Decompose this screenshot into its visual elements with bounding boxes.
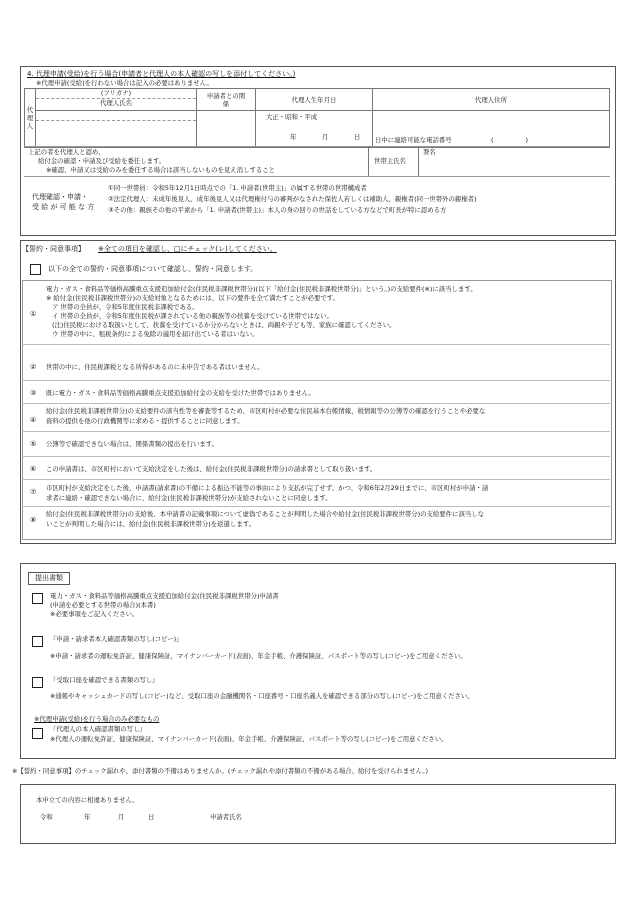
item-5-text: 公簿等で確認できない場合は、関係書類の提出を行います。 — [46, 440, 219, 448]
head-name-field[interactable] — [419, 158, 609, 175]
item-4-line-1: 給付金(住民税非課税世帯分)の支給要件の該当性等を審査等するため、市区町村が必要な住民基本台帳情報、税情報等の公簿等の確認を行うことや必要な — [46, 407, 486, 415]
divider-6 — [22, 479, 610, 480]
divider-1 — [22, 344, 610, 345]
item-2-number: ② — [30, 363, 37, 371]
delegation-bottom-line — [24, 176, 610, 177]
item-8-number: ⑧ — [30, 516, 37, 524]
item-1-line-1: 電力・ガス・食料品等価格高騰重点支援追加給付金(住民税非課税世帯分)(以下「給付金(住民税非課税世帯分)」という。)の支給要件(※)に該当します。 — [46, 285, 477, 293]
doc-2-line-1: 『申請・請求者本人確認書類の写し(コピー)』 — [50, 635, 183, 643]
address-field[interactable] — [373, 111, 610, 148]
item-3-number: ③ — [30, 389, 37, 397]
agree-all-label: 以下の全ての誓約・同意事項について確認し、誓約・同意します。 — [48, 265, 258, 273]
section-4-heading: 4. 代理申請(受給)を行う場合(申請者と代理人の本人確認の写しを添付してください。) — [27, 70, 296, 78]
doc-3-line-2: ※通帳やキャッシュカードの写し(コピー)など、受取口座の金融機関名・口座番号・口座名義人を確認できる部分の写し(コピー)をご用意ください。 — [50, 692, 474, 700]
item-1-line-5: (注)住民税における取扱いとして、扶養を受けているか分からないときは、両親や子ども等、家族に確認してください。 — [52, 321, 396, 329]
doc-1-line-2: (申請を必要とする世帯の場合)(本書) — [50, 601, 156, 609]
doc-3-line-1: 『受取口座を確認できる書類の写し』 — [50, 676, 159, 684]
item-7-line-2: 求者に連絡・確認できない場合に、給付金(住民税非課税世帯分)が支給されないことに同意します。 — [46, 494, 332, 502]
item-1-number: ① — [30, 310, 37, 318]
divider-2 — [22, 380, 610, 381]
eligible-item-3: ③その他：親族その他の平素から「1. 申請者(世帯主)」本人の身の回りの世話をしている方などで町長が特に認める方 — [108, 206, 447, 214]
relation-label: 申請者との関係 — [206, 91, 246, 108]
item-7-number: ⑦ — [30, 488, 37, 496]
birth-year-unit: 年 — [290, 133, 297, 141]
confirm-reiwa: 令和 — [40, 813, 53, 821]
delegation-line-3: ※確認、申請又は受給のみを委任する場合は該当しないものを見え消しすること — [46, 166, 276, 174]
eligible-item-1: ①同一世帯員：令和5年12月1日時点での「1. 申請者(世帯主)」の属する世帯の世帯構成者 — [108, 184, 367, 192]
signature-label: 署名 — [423, 148, 436, 156]
doc-1-line-1: 電力・ガス・食料品等価格高騰重点支援追加給付金(住民税非課税世帯分)申請書 — [50, 592, 279, 600]
phone-paren: ( ) — [491, 136, 528, 144]
agent-name-field[interactable] — [36, 121, 196, 147]
divider-3 — [22, 403, 610, 404]
doc-1-line-3: ※必要事項をご記入ください。 — [50, 610, 139, 618]
eligible-label-2: 受 給 が 可 能 な 方 — [32, 203, 95, 211]
item-8-line-1: 給付金(住民税非課税世帯分)の支給後、本申請書の記載事項について虚偽であることが判明した場合や給付金(住民税非課税世帯分)の支給要件に該当しな — [46, 510, 485, 518]
item-7-line-1: 市区町村が支給決定をした後、申請書(請求書)の不備による振込不能等の事由により支払が完了せず、かつ、令和6年2月29日までに、市区町村が申請・請 — [46, 484, 489, 492]
confirm-applicant-label: 申請者氏名 — [210, 813, 242, 821]
doc-4-line-2: ※代理人の運転免許証、健康保険証、マイナンバーカード(表面)、年金手帳、介護保険証、パスポート等の写し(コピー)をご用意ください。 — [50, 735, 448, 743]
doc-3-checkbox[interactable] — [32, 677, 43, 688]
divider-4 — [22, 431, 610, 432]
item-6-number: ⑥ — [30, 465, 37, 473]
doc-4-line-1: 『代理人の本人確認書類の写し』 — [50, 725, 146, 733]
birth-month-unit: 月 — [322, 133, 329, 141]
phone-label: 日中に連絡可能な電話番号 — [375, 136, 452, 144]
docs-title: 提出書類 — [28, 572, 70, 585]
confirm-text: 本申立ての内容に相違ありません。 — [36, 796, 139, 804]
confirm-year: 年 — [84, 813, 91, 821]
delegation-line-2: 給付金の確認・申請及び受給を委任します。 — [38, 157, 166, 165]
item-4-number: ④ — [30, 416, 37, 424]
item-5-number: ⑤ — [30, 440, 37, 448]
agent-table — [24, 88, 610, 148]
eligible-label-1: 代理確認・申請・ — [32, 193, 88, 201]
confirm-day: 日 — [148, 813, 155, 821]
agent-name-label: 代理人氏名 — [100, 99, 132, 107]
item-1-line-2: ※ 給付金(住民税非課税世帯分)の支給対象となるためには、以下の要件を全て満たすことが必要です。 — [46, 294, 340, 302]
agree-all-checkbox[interactable] — [30, 264, 41, 275]
relation-field[interactable] — [197, 111, 256, 148]
divider-5 — [22, 456, 610, 457]
item-8-line-2: いことが判明した場合には、給付金(住民税非課税世帯分)を返還します。 — [46, 520, 255, 528]
doc-4-checkbox[interactable] — [32, 728, 43, 739]
item-1-line-4: イ 世帯の全員が、令和5年度住民税が課されている他の親族等の扶養を受けている世帯ではない。 — [52, 312, 333, 320]
item-4-line-2: 資料の提供を他の行政機関等に求める・提供することに同意します。 — [46, 417, 244, 425]
agent-label: 代理人 — [26, 106, 34, 130]
doc-2-line-2: ※申請・請求者の運転免許証、健康保険証、マイナンバーカード(表面)、年金手帳、介護保険証、パスポート等の写し(コピー)をご用意ください。 — [50, 652, 467, 660]
delegation-line-1: 上記の者を代理人と認め、 — [28, 148, 105, 156]
item-3-text: 既に電力・ガス・食料品等価格高騰重点支援追加給付金の支給を受けた世帯ではありません。 — [46, 389, 315, 397]
doc-1-checkbox[interactable] — [32, 593, 43, 604]
era-options: 大正・昭和・平成 — [266, 113, 318, 121]
head-label: 世帯主氏名 — [374, 157, 406, 165]
birth-field[interactable] — [256, 111, 373, 148]
confirm-month: 月 — [118, 813, 125, 821]
birth-label: 代理人生年月日 — [256, 89, 373, 111]
pledge-title: 【誓約・同意事項】 — [22, 245, 85, 253]
item-1-line-6: ウ 世帯の中に、租税条約による免除の適用を届け出ている者はいない。 — [52, 330, 259, 338]
doc-2-checkbox[interactable] — [32, 636, 43, 647]
furigana-field[interactable] — [36, 111, 196, 121]
pledge-instruction: ※全ての項目を確認し、□にチェック(レ)してください。 — [98, 245, 277, 253]
item-2-text: 世帯の中に、住民税課税となる所得があるのに未申告である者はいません。 — [46, 363, 264, 371]
eligible-item-2: ②法定代理人：未成年後見人、成年後見人又は代理権付与の審判がなされた保佐人若しくは補助人、親権者(同一世帯外の親権者) — [108, 195, 477, 203]
divider-7 — [22, 506, 610, 507]
birth-day-unit: 日 — [354, 133, 361, 141]
section-4-note: ※代理申請(受給)を行わない場合は記入の必要はありません。 — [36, 79, 213, 87]
address-label: 代理人住所 — [373, 89, 610, 111]
item-1-line-3: ア 世帯の全員が、令和5年度住民税非課税である。 — [52, 303, 199, 311]
item-6-text: この申請書は、市区町村において支給決定をした後は、給付金(住民税非課税世帯分)の請求書として取り扱います。 — [46, 465, 377, 473]
furigana-label: (フリガナ) — [36, 89, 196, 99]
applicant-name-field[interactable] — [250, 808, 590, 824]
doc-4-heading: ※代理申請(受給)を行う場合のみ必要なもの — [34, 715, 160, 723]
footer-note: ※【誓約・同意事項】のチェック漏れや、添付書類の不備はありませんか。(チェック漏れや添付書類の不備がある場合、給付を受けられません。) — [12, 767, 429, 775]
